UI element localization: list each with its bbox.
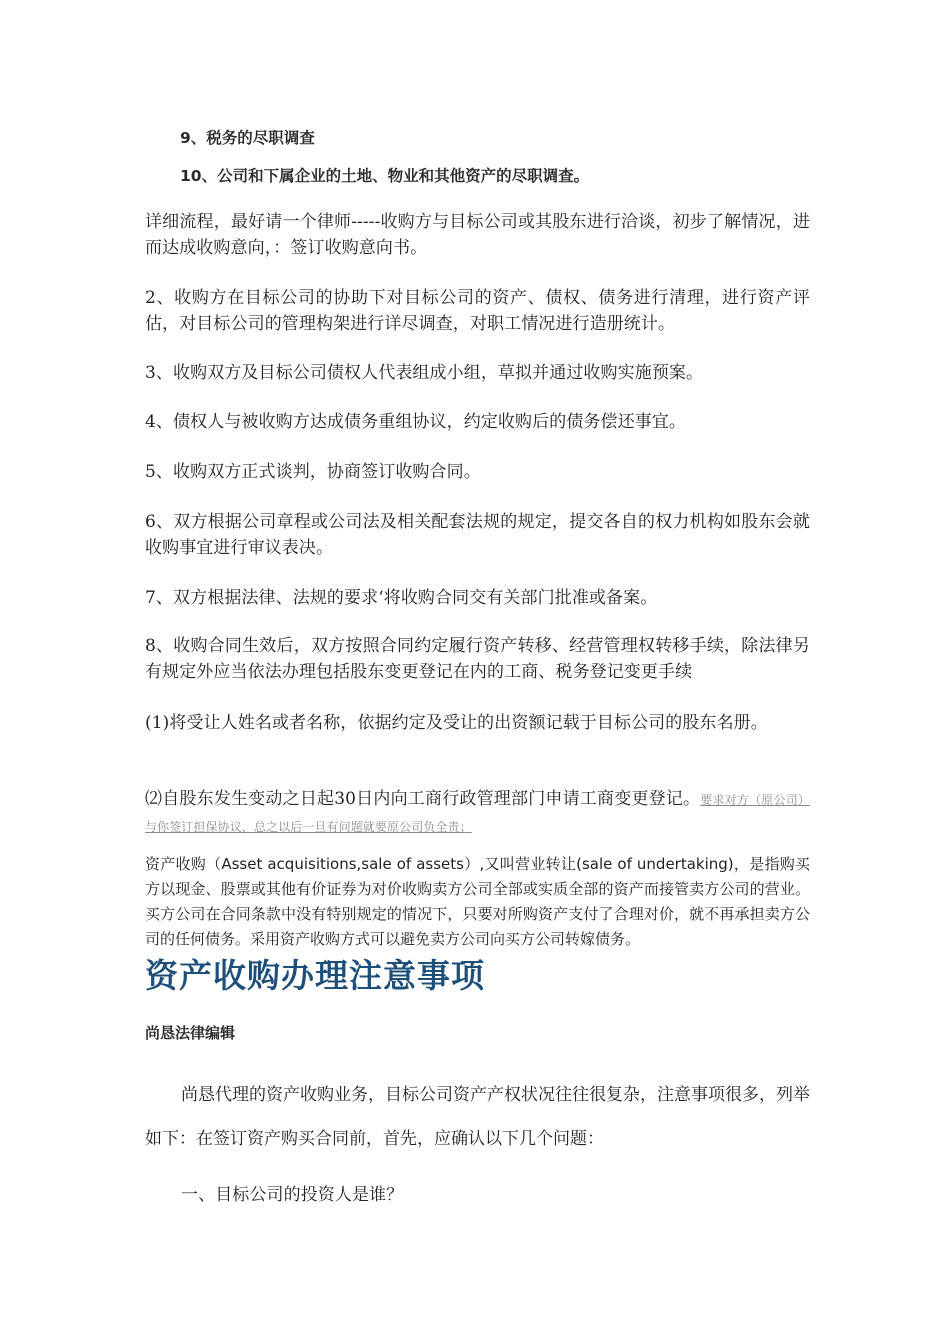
paragraph-step-2: 2、收购方在目标公司的协助下对目标公司的资产、债权、债务进行清理，进行资产评估，对目标公司的管理构架进行详尽调查，对职工情况进行造册统计。	[145, 288, 810, 334]
paragraph-step-7: 7、双方根据法律、法规的要求‘将收购合同交有关部门批准或备案。	[145, 588, 658, 608]
paragraph-step-8: 8、收购合同生效后，双方按照合同约定履行资产转移、经营管理权转移手续，除法律另有规定外应当依法办理包括股东变更登记在内的工商、税务登记变更手续	[145, 636, 810, 682]
paragraph-substep-1: (1)将受让人姓名或者名称，依据约定及受让的出资额记载于目标公司的股东名册。	[145, 713, 768, 733]
paragraph-substep-2	[145, 786, 810, 840]
substep-2-text: ⑵自股东发生变动之日起30日内向工商行政管理部门申请工商变更登记。	[145, 789, 701, 809]
list-item-asset-due-diligence: 10、公司和下属企业的土地、物业和其他资产的尽职调查。	[180, 167, 590, 185]
paragraph-asset-acquisition-definition: 资产收购（Asset acquisitions,sale of assets）,又叫营业转让(sale of undertaking)，是指购买方以现金、股票或其他有价证券为对价收购卖方公司全部或实质全部的资产而接管卖方公司的营业。买方公司在合同条款中没有特别规定的情况下，只要对所购资产支付了合理对价，就不再承担卖方公司的任何债务。采用资产收购方式可以避免卖方公司向买方公司转嫁债务。	[145, 855, 810, 948]
paragraph-step-5: 5、收购双方正式谈判，协商签订收购合同。	[145, 462, 481, 482]
paragraph-step-4: 4、债权人与被收购方达成债务重组协议，约定收购后的债务偿还事宜。	[145, 412, 687, 432]
section-heading: 资产收购办理注意事项	[145, 956, 485, 995]
paragraph-intro-notes: 尚恳代理的资产收购业务，目标公司资产产权状况往往很复杂，注意事项很多，列举如下：在签订资产购买合同前，首先，应确认以下几个问题：	[145, 1085, 810, 1149]
paragraph-process-intro: 详细流程，最好请一个律师-----收购方与目标公司或其股东进行洽谈，初步了解情况，进而达成收购意向，：签订收购意向书。	[145, 212, 810, 258]
question-investor: 一、目标公司的投资人是谁？	[181, 1185, 404, 1205]
guarantee-note: 要求对方（原公司）与你签订担保协议，总之以后一旦有问题就要原公司负全责；	[145, 793, 810, 834]
paragraph-step-6: 6、双方根据公司章程或公司法及相关配套法规的规定，提交各自的权力机构如股东会就收购事宜进行审议表决。	[145, 512, 810, 558]
list-item-tax-due-diligence: 9、税务的尽职调查	[180, 129, 315, 147]
byline: 尚恳法律编辑	[145, 1024, 236, 1042]
paragraph-step-3: 3、收购双方及目标公司债权人代表组成小组，草拟并通过收购实施预案。	[145, 363, 704, 383]
